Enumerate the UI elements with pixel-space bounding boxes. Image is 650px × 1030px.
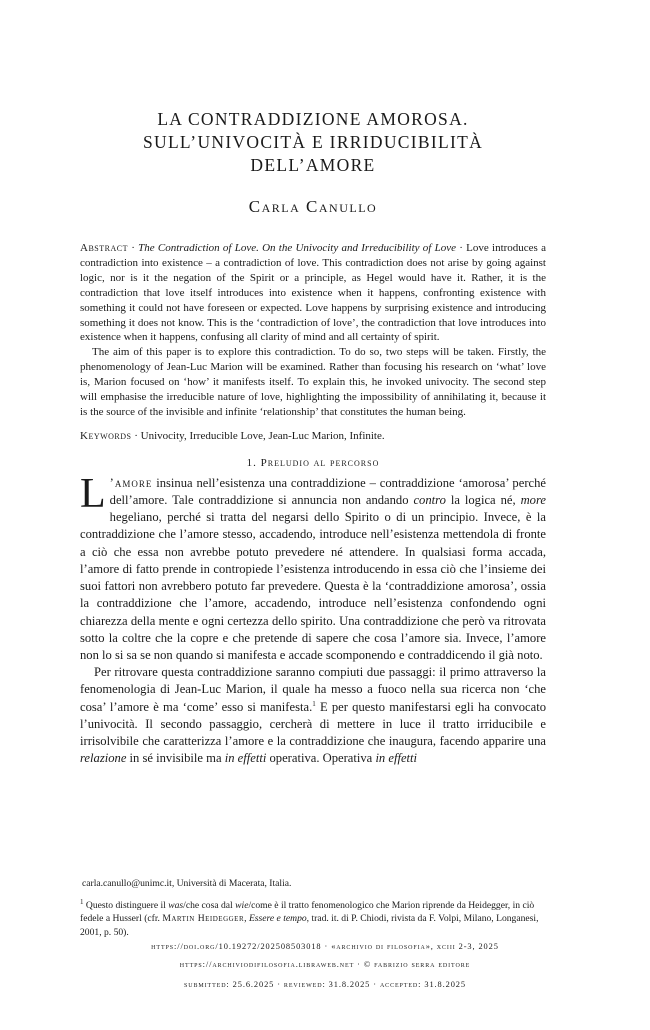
abstract [80,241,546,420]
footnote-number: 1 [80,897,84,906]
keywords-label: Keywords [80,429,132,442]
drop-cap: L [80,470,106,517]
footnote-text-run: , trad. it. di P. Chiodi, rivista da F. Volpi, Milano, Longanesi, 2001, p. 50). [80,913,539,938]
italic-word: relazione [80,751,127,766]
body-text-run: in sé invisibile ma [126,751,225,766]
cited-author: Martin Heidegger [162,913,245,924]
abstract-label: Abstract [80,242,128,254]
footnote-1 [80,899,546,940]
footer-doi-line[interactable]: https://doi.org/10.19272/202508503018 · «archivio di filosofia», xciii 2-3, 2025 [151,942,499,951]
abstract-text-1: Love introduces a contradiction into existence – a contradiction of love. This contradiction does not arise by going against logic, nor is it the negation of the Spirit or a principle, as Hegel would have it. Rather, it is the contradiction that love itself introduces into existence when it happens, confronting existence with something it could not have foreseen or expected. Love happens by surprising existence and introducing something it does not know. This is the ‘contradiction of love’, the contradiction that love introduces into existence when it happens, confusing all clarity of mind and all certainty of spirit. [80,242,546,344]
footnote-text-run: , [244,913,249,924]
cited-book: Essere e tempo [248,913,307,924]
keywords-text: Univocity, Irreducible Love, Jean-Luc Marion, Infinite. [140,429,385,442]
body-text-run: la logica né, [445,493,521,508]
italic-word: more [520,493,546,508]
english-title: The Contradiction of Love. On the Univocity and Irreducibility of Love [138,242,456,254]
author-affiliation-note: carla.canullo@unimc.it, Università di Macerata, Italia. [82,878,292,889]
abstract-paragraph-1 [80,241,546,345]
separator: · [127,242,139,254]
body-paragraph-1 [80,470,546,664]
italic-word: in effetti [375,751,418,766]
footnote-text-run: Questo distinguere il [83,899,169,911]
title-line-2: SULL’UNIVOCITÀ E IRRIDUCIBILITÀ DELL’AMORE [142,132,484,175]
abstract-paragraph-2: The aim of this paper is to explore this contradiction. To do so, two steps will be taken. Firstly, the phenomenology of Jean-Luc Marion will be examined. Rather than focusing his research on ‘what’ love is, Marion focused on ‘how’ it manifests itself. To explain this, he invoked univocity. The second step will emphasise the irreducible nature of love, highlighting the impossibility of annihilating it, because it is the source of the invisible and infinite ‘relationship’ that constitutes the human being. [80,346,546,418]
section-heading: 1. Preludio al percorso [246,456,380,469]
footnote-text-run: /che cosa dal [183,899,236,911]
footnotes [80,877,546,939]
body-text-run: operativa. Operativa [266,751,376,766]
italic-word: in effetti [224,751,267,766]
italic-word: contro [413,493,446,508]
body-text [80,470,546,767]
body-text-run: E per questo manifestarsi egli ha convocato l’univocità. Il secondo passaggio, cercherà di mettere in luce il tratto irriducibile e irrisolvibile che caratterizza l’amore e la contraddizione che inaugura, facendo apparire una [80,699,546,748]
italic-word: was [168,899,184,911]
title-line-1: LA CONTRADDIZIONE AMOROSA. [157,109,469,129]
italic-word: wie [235,899,249,911]
separator: · [131,429,141,442]
author-name: Carla Canullo [248,197,378,216]
paper-page [0,108,650,1030]
body-text-run: Per ritrovare questa contraddizione saranno compiuti due passaggi: il primo attraverso la fenomenologia di Jean-Luc Marion, il quale ha messo a fuoco nella sua ricerca non ‘che cosa’ l’amore è ma ‘come’ esso si manifesta. [80,665,546,714]
footnote-text-run: /come è il tratto fenomenologico che Marion riprende da Heidegger, in ciò fedele a Husserl (cfr. [80,899,535,924]
keywords [80,429,546,443]
footnote-ref[interactable]: 1 [312,699,316,708]
first-word: ’amore [109,475,153,490]
body-text-run: insinua nell’esistenza una contraddizione – contraddizione ‘amorosa’ perché dell’amore. Tale contraddizione si annuncia non andando [109,475,546,508]
footer-dates-line: submitted: 25.6.2025 · reviewed: 31.8.2025 · accepted: 31.8.2025 [184,980,466,989]
footer-website-line[interactable]: https://archiviodifilosofia.libraweb.net · © fabrizio serra editore [179,960,471,969]
body-paragraph-2 [80,664,546,767]
body-text-run: hegeliano, perché si tratta del negarsi dello Spirito o di un principio. Invece, è la contraddizione che l’amore stesso, accadendo, introduce nell’esistenza mettendola di fronte a ciò che essa non avrebbe potuto prevedere né attendere. In qualsiasi forma accada, l’amore di fatto prende in contropiede l’esistenza introducendo in essa ciò che l’insieme dei suoi fattori non avrebbero potuto far prevedere. Questa è la ‘contraddizione amorosa’, ossia la contraddizione che l’amore, accadendo, introduce nell’esistenza confondendo ogni chiarezza della mente e ogni certezza dello spirito. Una contraddizione che però va ritrovata sotto la coltre che la copre e che pretende di sapere che cosa l’amore sia. Invece, l’amore non lo si sa se non quando si manifesta e accade scomponendo e contraddicendo il già noto. [80,510,546,662]
separator: · [455,242,467,254]
article-title [80,108,546,177]
